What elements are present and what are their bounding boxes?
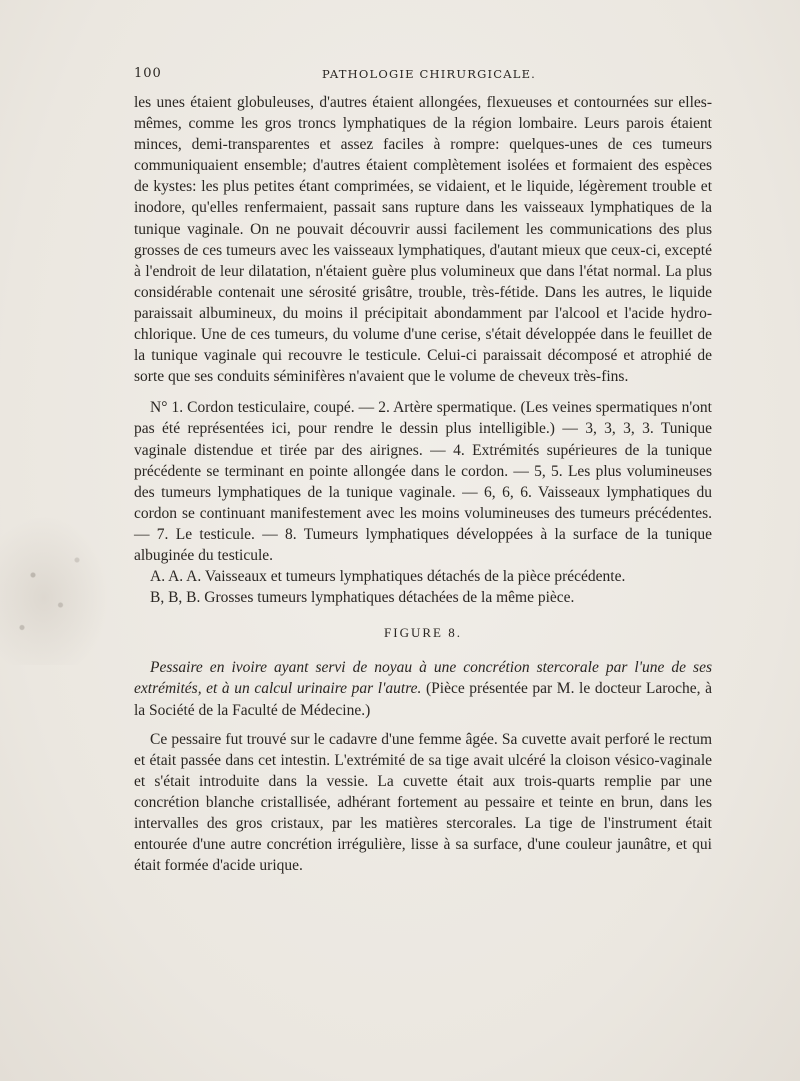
body-paragraph-final: Ce pessaire fut trouvé sur le cadavre d'une femme âgée. Sa cuvette avait perforé le rectum et était passée dans cet intestin. L'extrémité de sa tige avait ulcéré la cloison vésico-vaginale et s'était introduite dans la vessie. La cuvette était aux trois-quarts remplie par une concrétion blanche cristallisée, adhérant fortement au pessaire et teinte en brun, dans les intervalles des gros cristaux, par les matières stercorales. La tige de l'instrument était entourée d'une autre concrétion irrégulière, lisse à sa surface, d'une couleur jaunâtre, et qui était formée d'acide urique.: [134, 730, 712, 875]
running-title: PATHOLOGIE CHIRURGICALE.: [322, 67, 537, 81]
figure-caption: [134, 657, 712, 720]
legend-a: A. A. A. Vaisseaux et tumeurs lymphatiques détachés de la pièce précédente.: [150, 568, 626, 586]
caption-italic: Pessaire en ivoire ayant servi de noyau à une concrétion stercorale par l'une de ses extrémités, et à un calcul urinaire par l'autre.: [134, 659, 712, 698]
page-body: [134, 92, 712, 876]
page-header: [134, 66, 714, 86]
page-number: 100: [134, 66, 162, 81]
caption-plain: (Pièce présentée par M. le docteur Laroche, à la Société de la Faculté de Médecine.): [134, 680, 712, 719]
legend-b: B, B, B. Grosses tumeurs lymphatiques détachées de la même pièce.: [150, 589, 575, 607]
figure-legend: N° 1. Cordon testiculaire, coupé. — 2. Artère spermatique. (Les veines spermatiques n'ont pas été représentées ici, pour rendre le dessin plus intelligible.) — 3, 3, 3, 3. Tunique vaginale distendue et tirée par des airignes. — 4. Extrémités supérieures de la tunique précédente se terminant en pointe allongée dans le cordon. — 5, 5. Les plus volumineuses des tumeurs lymphatiques de la tunique vaginale. — 6, 6, 6. Vaisseaux lymphatiques du cordon se continuant manifestement avec les moins volumineuses des tumeurs précédentes. — 7. Le testicule. — 8. Tumeurs lymphatiques développées à la surface de la tunique albuginée du testicule.: [134, 399, 712, 564]
body-paragraph: les unes étaient globuleuses, d'autres étaient allongées, flexueuses et contournées sur elles-mêmes, comme les gros troncs lymphatiques de la région lombaire. Leurs parois étaient minces, demi-transparentes et assez faciles à rompre: quelques-unes de ces tumeurs communiquaient ensemble; d'autres étaient complètement isolées et formaient des espèces de kystes: les plus petites étant comprimées, se vidaient, et le liquide, légèrement trouble et inodore, qu'elles renfermaient, passait sans rupture dans les vaisseaux lymphatiques de la tunique vaginale. On ne pouvait découvrir aussi facilement les communications des plus grosses de ces tumeurs avec les vaisseaux lymphatiques, d'autant mieux que ceux-ci, excepté à l'endroit de leur dilatation, n'étaient guère plus volumineux que dans l'état normal. La plus considérable contenait une sérosité grisâtre, trouble, très-fétide. Dans les autres, le liquide paraissait albumineux, du moins il précipitait abondamment par l'alcool et l'acide hydro-chlorique. Une de ces tumeurs, du volume d'une cerise, s'était développée dans le feuillet de la tunique vaginale qui recouvre le testicule. Celui-ci paraissait décomposé et atrophié de sorte que ses conduits séminifères n'avaient que le volume de cheveux très-fins.: [134, 94, 712, 386]
figure-heading: FIGURE 8.: [384, 625, 462, 641]
paper-stain: [0, 515, 110, 665]
